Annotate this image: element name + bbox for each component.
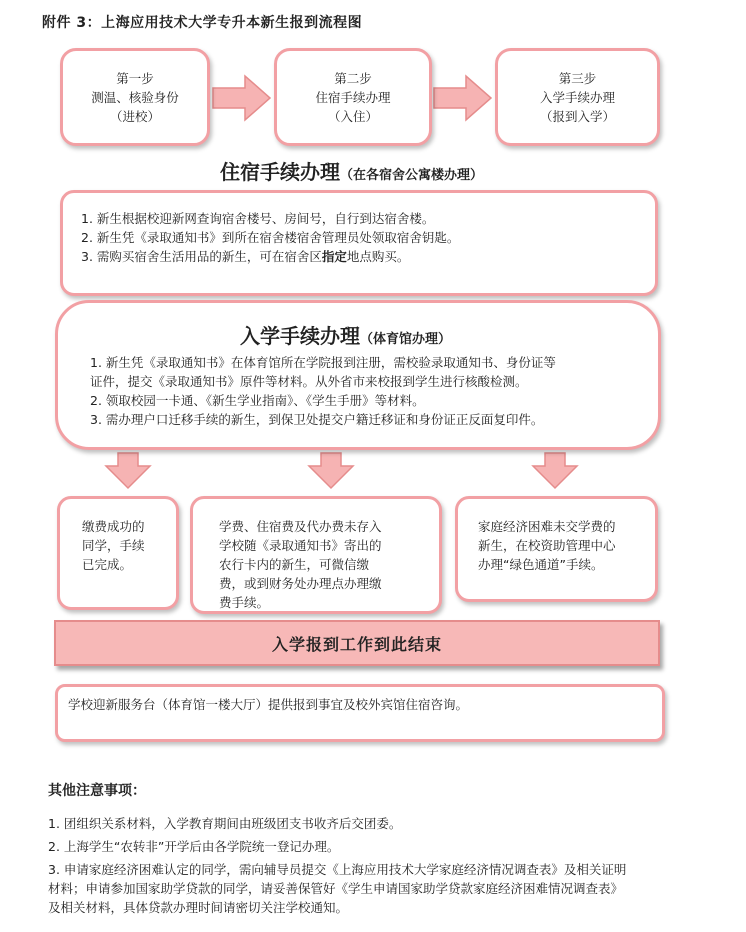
arrow-right-icon [213, 76, 270, 120]
dorm-heading-text: 住宿手续办理 [220, 160, 340, 184]
note-2: 2. 上海学生“农转非”开学后由各学院统一登记办理。 [48, 839, 340, 854]
notes-title: 其他注意事项： [48, 783, 146, 799]
outcome-green-line: 新生，在校资助管理中心 [478, 538, 616, 553]
arrow-down-icon [106, 453, 150, 488]
step-2-box [274, 48, 432, 146]
note-3-line3: 及相关材料，具体贷款办理时间请密切关注学校通知。 [48, 900, 349, 915]
step-1-box [60, 48, 210, 146]
arrow-down-icon [533, 453, 577, 488]
outcome-unpaid-line: 农行卡内的新生，可微信缴 [219, 557, 370, 572]
enroll-item-3: 3. 需办理户口迁移手续的新生，到保卫处提交户籍迁移证和身份证正反面复印件。 [90, 412, 544, 427]
notes-section [48, 780, 738, 917]
service-desk-text: 学校迎新服务台（体育馆一楼大厅）提供报到事宜及校外宾馆住宿咨询。 [68, 697, 469, 712]
note-3-line1: 3. 申请家庭经济困难认定的同学，需向辅导员提交《上海应用技术大学家庭经济情况调查表》及相关证明 [48, 862, 627, 877]
step-2-label: 第二步 [334, 70, 372, 86]
outcome-green-line: 家庭经济困难未交学费的 [478, 519, 616, 534]
service-desk-box [55, 684, 665, 742]
dorm-item-2: 2. 新生凭《录取通知书》到所在宿舍楼宿舍管理员处领取宿舍钥匙。 [81, 230, 460, 245]
dorm-item-1: 1. 新生根据校迎新网查询宿舍楼号、房间号，自行到达宿舍楼。 [81, 211, 435, 226]
outcome-unpaid-box [190, 496, 442, 614]
step-2-detail: 住宿手续办理 [315, 89, 391, 105]
outcome-green-line: 办理“绿色通道”手续。 [478, 557, 604, 572]
enroll-heading-text: 入学手续办理 [240, 324, 360, 348]
dorm-heading-note: （在各宿舍公寓楼办理） [340, 168, 484, 183]
outcome-paid-line: 已完成。 [82, 557, 133, 572]
enroll-box [55, 300, 661, 450]
outcome-unpaid-line: 费手续。 [219, 595, 270, 610]
step-1-sub: （进校） [109, 108, 160, 124]
outcome-unpaid-line: 学校随《录取通知书》寄出的 [219, 538, 382, 553]
enroll-heading [240, 324, 658, 349]
step-1-label: 第一步 [116, 70, 154, 86]
outcome-green-channel-box [455, 496, 658, 602]
step-1-detail: 测温、核验身份 [91, 89, 179, 105]
outcome-paid-line: 缴费成功的 [82, 519, 145, 534]
outcome-unpaid-line: 费，或到财务处办理点办理缴 [219, 576, 382, 591]
end-label: 入学报到工作到此结束 [271, 634, 442, 654]
dorm-heading [220, 156, 483, 185]
step-3-box [495, 48, 660, 146]
enroll-item-1-line2: 证件，提交《录取通知书》原件等材料。从外省市来校报到学生进行核酸检测。 [90, 374, 528, 389]
enroll-item-2: 2. 领取校园一卡通、《新生学业指南》、《学生手册》等材料。 [90, 393, 425, 408]
dorm-box [60, 190, 658, 296]
arrow-right-icon [434, 76, 491, 120]
outcome-unpaid-line: 学费、住宿费及代办费未存入 [219, 519, 382, 534]
step-3-label: 第三步 [558, 70, 597, 86]
outcome-paid-box [57, 496, 179, 610]
step-3-detail: 入学手续办理 [539, 89, 615, 105]
note-3-line2: 材料；申请参加国家助学贷款的同学，请妥善保管好《学生申请国家助学贷款家庭经济困难情况调查表》 [48, 881, 624, 896]
dorm-item-3: 3. 需购买宿舍生活用品的新生，可在宿舍区指定地点购买。 [81, 249, 410, 264]
page-title: 附件 3：上海应用技术大学专升本新生报到流程图 [42, 15, 363, 31]
step-2-sub: （入住） [327, 108, 378, 124]
outcome-paid-line: 同学，手续 [82, 538, 145, 553]
step-3-sub: （报到入学） [539, 108, 615, 124]
enroll-item-1-line1: 1. 新生凭《录取通知书》在体育馆所在学院报到注册，需校验录取通知书、身份证等 [90, 355, 556, 370]
note-1: 1. 团组织关系材料，入学教育期间由班级团支书收齐后交团委。 [48, 816, 402, 831]
enroll-heading-note: （体育馆办理） [360, 332, 452, 347]
end-bar [54, 620, 660, 666]
arrow-down-icon [309, 453, 353, 488]
